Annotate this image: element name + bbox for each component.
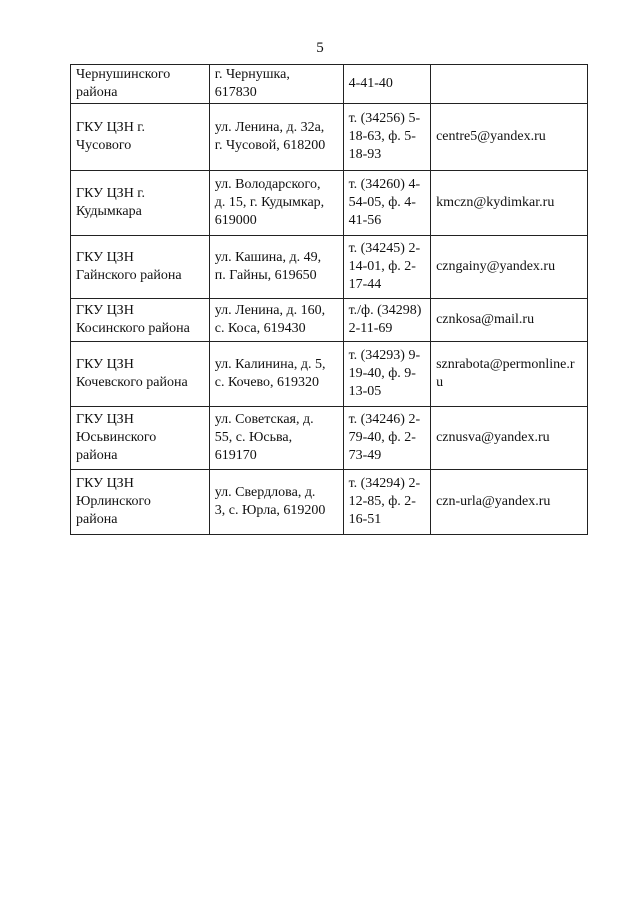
address: ул. Ленина, д. 32а, г. Чусовой, 618200 [214, 120, 326, 153]
email: kmczn@kydimkar.ru [436, 195, 555, 210]
address-cell [209, 104, 343, 171]
table-row [71, 65, 588, 104]
center-name: ГКУ ЦЗН г. Кудымкара [76, 186, 145, 219]
email: cznkosa@mail.ru [436, 312, 535, 327]
phone: т. (34260) 4- 54-05, ф. 4- 41-56 [348, 177, 421, 228]
table-row [71, 171, 588, 236]
center-name-cell [71, 470, 210, 535]
email-cell [431, 171, 588, 236]
email-cell [431, 65, 588, 104]
email-cell [431, 299, 588, 342]
address-cell [209, 342, 343, 407]
center-name: ГКУ ЦЗН Кочевского района [76, 357, 188, 390]
address: ул. Советская, д. 55, с. Юсьва, 619170 [214, 412, 314, 463]
phone: т. (34245) 2- 14-01, ф. 2- 17-44 [348, 241, 421, 292]
phone-cell [343, 407, 431, 470]
address: ул. Свердлова, д. 3, с. Юрла, 619200 [214, 485, 326, 518]
address-cell [209, 171, 343, 236]
address: ул. Кашина, д. 49, п. Гайны, 619650 [214, 250, 322, 283]
email: czn-urla@yandex.ru [436, 494, 551, 509]
center-name-cell [71, 171, 210, 236]
phone: 4-41-40 [348, 76, 393, 91]
email-cell [431, 407, 588, 470]
center-name-cell [71, 65, 210, 104]
email: czngainy@yandex.ru [436, 259, 556, 274]
address-cell [209, 236, 343, 299]
center-name-cell [71, 342, 210, 407]
center-name: ГКУ ЦЗН Юрлинского района [76, 476, 151, 527]
phone: т. (34256) 5- 18-63, ф. 5- 18-93 [348, 111, 421, 162]
center-name-cell [71, 236, 210, 299]
phone: т. (34246) 2- 79-40, ф. 2- 73-49 [348, 412, 421, 463]
table-row [71, 470, 588, 535]
email: cznusva@yandex.ru [436, 430, 550, 445]
table-row [71, 236, 588, 299]
address: ул. Володарского, д. 15, г. Кудымкар, 619000 [214, 177, 325, 228]
center-name-cell [71, 104, 210, 171]
email-cell [431, 470, 588, 535]
phone-cell [343, 171, 431, 236]
center-name-cell [71, 407, 210, 470]
table-row [71, 342, 588, 407]
email-cell [431, 342, 588, 407]
address: ул. Ленина, д. 160, с. Коса, 619430 [214, 303, 326, 336]
center-name: ГКУ ЦЗН Юсьвинского района [76, 412, 157, 463]
phone-cell [343, 299, 431, 342]
center-name-cell [71, 299, 210, 342]
table-row [71, 299, 588, 342]
page-number: 5 [316, 40, 324, 56]
table-row [71, 104, 588, 171]
phone-cell [343, 236, 431, 299]
center-name: ГКУ ЦЗН г. Чусового [76, 120, 145, 153]
address-cell [209, 470, 343, 535]
phone: т./ф. (34298) 2-11-69 [348, 303, 422, 336]
table-row [71, 407, 588, 470]
center-name: ГКУ ЦЗН Косинского района [76, 303, 190, 336]
employment-centers-table [70, 64, 588, 535]
phone-cell [343, 65, 431, 104]
email-cell [431, 236, 588, 299]
center-name: Чернушинского района [76, 67, 171, 100]
phone-cell [343, 104, 431, 171]
email: centre5@yandex.ru [436, 129, 546, 144]
phone-cell [343, 470, 431, 535]
email-cell [431, 104, 588, 171]
phone: т. (34294) 2- 12-85, ф. 2- 16-51 [348, 476, 421, 527]
phone-cell [343, 342, 431, 407]
address-cell [209, 407, 343, 470]
address-cell [209, 65, 343, 104]
email: sznrabota@permonline.r u [436, 357, 575, 390]
center-name: ГКУ ЦЗН Гайнского района [76, 250, 182, 283]
phone: т. (34293) 9- 19-40, ф. 9- 13-05 [348, 348, 421, 399]
address: г. Чернушка, 617830 [214, 67, 290, 100]
address-cell [209, 299, 343, 342]
address: ул. Калинина, д. 5, с. Кочево, 619320 [214, 357, 326, 390]
